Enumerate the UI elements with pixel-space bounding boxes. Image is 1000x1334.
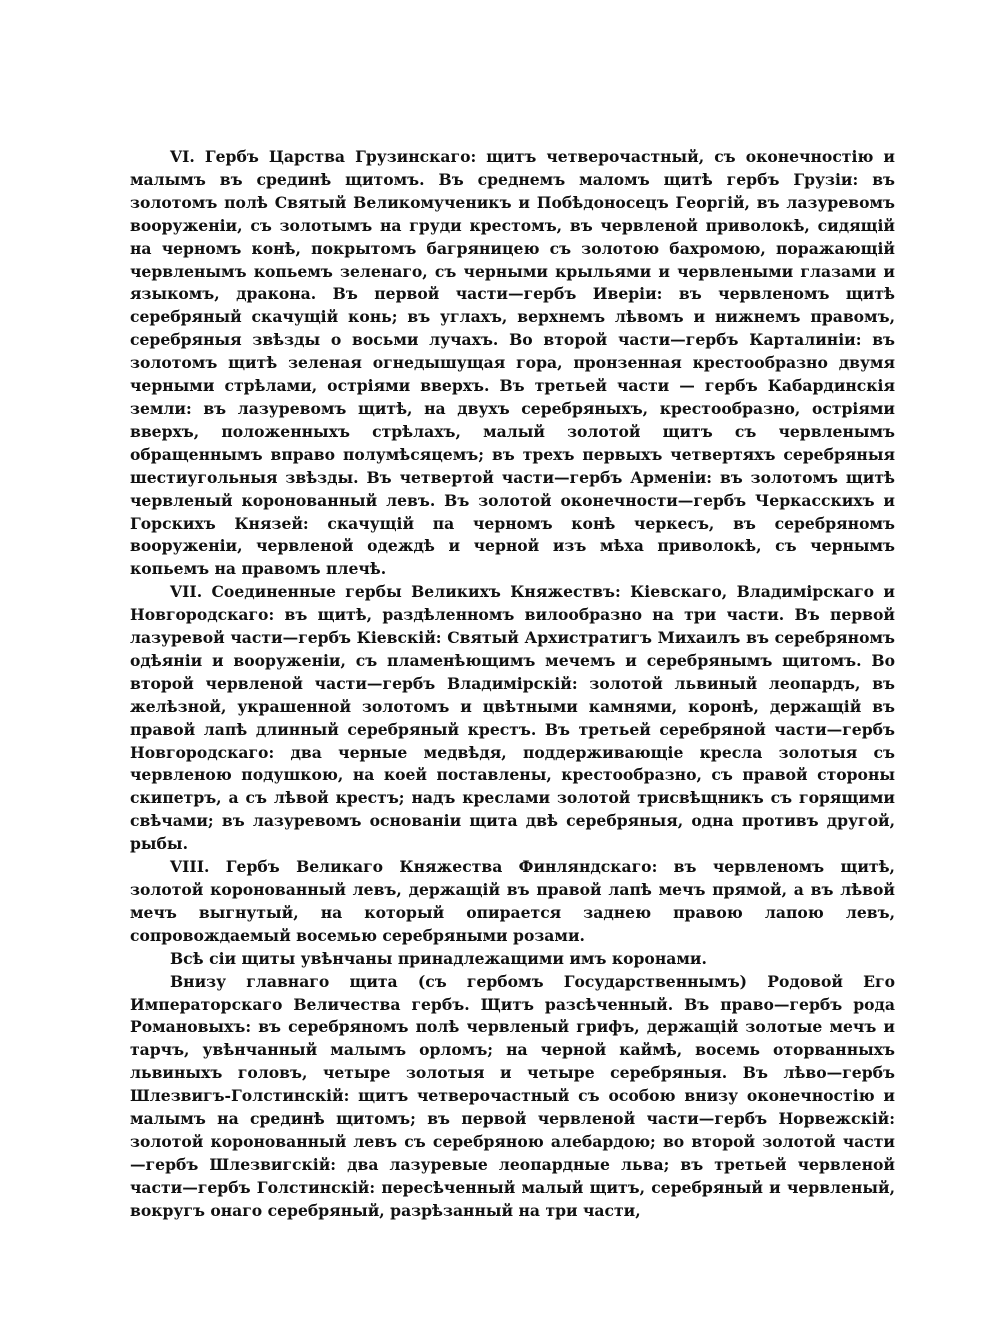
body-text — [130, 146, 895, 1223]
paragraph-vii-grand-principalities: VII. Соединенные гербы Великихъ Княжествъ: Кіевскаго, Владимірскаго и Новгородскаго: въ щитѣ, раздѣленномъ вилообразно на три части. Въ первой лазуревой части—гербъ Кіевскій: Святый Архистратигъ Михаилъ въ серебряномъ одѣяніи и вооруженіи, съ пламенѣющимъ мечемъ и серебрянымъ щитомъ. Во второй червленой части—гербъ Владимірскій: золотой львиный леопардъ, въ желѣзной, украшенной золотомъ и цвѣтными камнями, коронѣ, держащій въ правой лапѣ длинный серебряный крестъ. Въ третьей серебряной части—гербъ Новгородскаго: два черные медвѣдя, поддерживающіе кресла золотыя съ червленою подушкою, на коей поставлены, крестообразно, съ правой стороны скипетръ, а съ лѣвой крестъ; надъ креслами золотой трисвѣщникъ съ горящими свѣчами; въ лазуревомъ основаніи щита двѣ серебряныя, одна противъ другой, рыбы. — [130, 582, 895, 854]
paragraph-viii-finland: VIII. Гербъ Великаго Княжества Финляндскаго: въ червленомъ щитѣ, золотой коронованный левъ, держащій въ правой лапѣ мечъ прямой, а въ лѣвой мечъ выгнутый, на который опирается заднею правою лапою левъ, сопровождаемый восемью серебряными розами. — [130, 857, 895, 945]
paragraph-family-arms: Внизу главнаго щита (съ гербомъ Государственнымъ) Родовой Его Императорскаго Величества гербъ. Щитъ разсѣченный. Въ право—гербъ рода Романовыхъ: въ серебряномъ полѣ червленый грифъ, держащій золотые мечъ и тарчъ, увѣнчанный малымъ орломъ; на черной каймѣ, восемь оторванныхъ львиныхъ головъ, четыре золотыя и четыре серебряныя. Въ лѣво—гербъ Шлезвигъ-Голстинскій: щитъ четверочастный съ особою внизу оконечностію и малымъ на срединѣ щитомъ; въ первой червленой части—гербъ Норвежскій: золотой коронованный левъ съ серебряною алебардою; во второй золотой части—гербъ Шлезвигскій: два лазуревые леопардные льва; въ третьей червленой части—гербъ Голстинскій: пересѣченный малый щитъ, серебряный и червленый, вокругъ онаго серебряный, разрѣзанный на три части, — [130, 971, 895, 1220]
paragraph-vi-georgia: VI. Гербъ Царства Грузинскаго: щитъ четверочастный, съ оконечностію и малымъ въ срединѣ щитомъ. Въ среднемъ маломъ щитѣ гербъ Грузіи: въ золотомъ полѣ Святый Великомученикъ и Побѣдоносецъ Георгій, въ лазуревомъ вооруженіи, съ золотымъ на груди крестомъ, въ червленой приволокѣ, сидящій на черномъ конѣ, покрытомъ багряницею съ золотою бахромою, поражающій червленымъ копьемъ зеленаго, съ черными крыльями и червлеными глазами и языкомъ, дракона. Въ первой части—гербъ Иверіи: въ червленомъ щитѣ серебряный скачущій конь; въ углахъ, верхнемъ лѣвомъ и нижнемъ правомъ, серебряныя звѣзды о восьми лучахъ. Во второй части—гербъ Карталиніи: въ золотомъ щитѣ зеленая огнедышущая гора, пронзенная крестообразно двумя черными стрѣлами, остріями вверхъ. Въ третьей части — гербъ Кабардинскія земли: въ лазуревомъ щитѣ, на двухъ серебряныхъ, крестообразно, остріями вверхъ, положенныхъ стрѣлахъ, малый золотой щитъ съ червленымъ обращеннымъ вправо полумѣсяцемъ; въ трехъ первыхъ четвертяхъ серебряныя шестиугольныя звѣзды. Въ четвертой части—гербъ Арменіи: въ золотомъ щитѣ червленый коронованный левъ. Въ золотой оконечности—гербъ Черкасскихъ и Горскихъ Князей: скачущій па черномъ конѣ черкесъ, въ серебряномъ вооруженіи, червленой одеждѣ и черной изъ мѣха приволокѣ, съ чернымъ копьемъ на правомъ плечѣ. — [130, 147, 895, 579]
paragraph-crowns: Всѣ сіи щиты увѣнчаны принадлежащими имъ коронами. — [170, 948, 707, 968]
